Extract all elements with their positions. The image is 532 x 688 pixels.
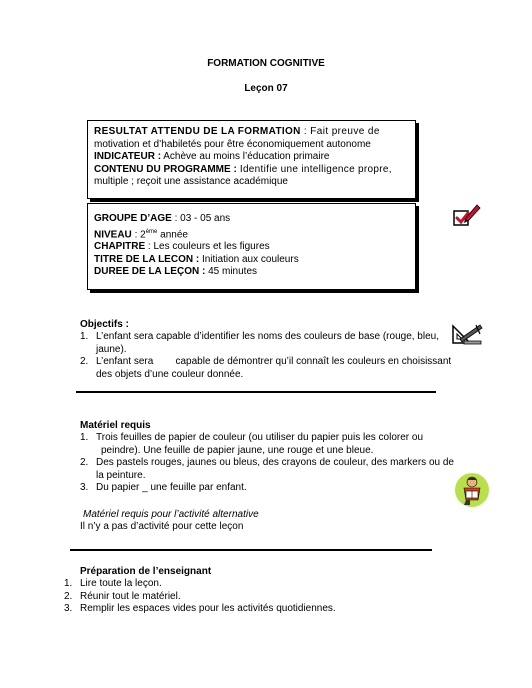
contenu-line-1 [94,164,415,177]
list-number: 3. [80,482,89,493]
list-item [80,457,460,482]
list-number: 2. [80,457,89,468]
niveau-text-post: année [157,228,188,240]
contenu-label: CONTENU DU PROGRAMME : [94,163,237,175]
indicateur-text: Achève au moins l’éducation primaire [161,151,330,162]
materiel-title: Matériel requis [80,420,151,431]
resultat-line-1 [94,126,415,139]
duree-label: DUREE DE LA LEÇON : [94,266,206,278]
list-text: Remplir les espaces vides pour les activités quotidiennes. [80,603,336,614]
resultat-text: : Fait preuve de [300,126,380,137]
objectifs-title: Objectifs : [80,319,129,330]
titre-label: TITRE DE LA LECON : [94,253,200,265]
groupe-label: GROUPE D’AGE [94,213,172,224]
list-item [64,578,464,591]
list-item [80,482,460,495]
materiel-list [80,432,460,495]
objectifs-list [80,331,450,381]
divider-2 [70,549,432,551]
document-title: FORMATION COGNITIVE [207,58,325,69]
expected-result-box [87,120,416,199]
niveau-line [94,226,415,242]
list-item [80,356,450,381]
list-text: la peinture. [96,469,146,481]
reading-child-icon [454,472,490,508]
alt-materiel-text: Il n’y a pas d’activité pour cette leçon [80,521,244,532]
list-number: 2. [64,590,73,602]
drafting-tools-icon [450,321,484,347]
list-number: 3. [64,603,73,614]
list-text: des objets d’une couleur donnée. [96,368,244,380]
list-item [80,432,460,457]
duree-line [94,266,415,279]
list-number: 2. [80,356,89,367]
list-item [80,331,450,356]
chapitre-text: : Les couleurs et les figures [145,241,270,253]
list-item [64,603,464,616]
list-number: 1. [80,331,89,342]
list-text: Réunir tout le matériel. [80,590,181,602]
chapitre-line [94,241,415,254]
titre-line [94,254,415,267]
contenu-line-2: multiple ; reçoit une assistance académique [94,176,288,187]
preparation-list [64,578,464,616]
list-text: Du papier _ une feuille par enfant. [96,482,247,493]
resultat-label: RESULTAT ATTENDU DE LA FORMATION [94,126,301,137]
list-number: 1. [64,578,73,589]
groupe-line [94,213,415,226]
indicateur-line [94,151,415,164]
groupe-text: : 03 - 05 ans [171,213,231,224]
niveau-label: NIVEAU [94,228,132,240]
list-number: 1. [80,432,89,443]
divider-1 [76,391,436,393]
preparation-title: Préparation de l’enseignant [80,566,212,577]
checkbox-pencil-icon [451,202,481,230]
contenu-text: Identifie une intelligence propre, [236,163,392,175]
list-text: L’enfant sera capable de démontrer qu’il connaît les couleurs en choisissant [96,356,452,367]
list-text: jaune). [96,343,127,355]
lesson-info-box [87,203,416,290]
list-text: Des pastels rouges, jaunes ou bleus, des crayons de couleur, des markers ou de [96,457,454,468]
list-text: Trois feuilles de papier de couleur (ou utiliser du papier puis les colorer ou [96,432,424,443]
titre-text: Initiation aux couleurs [199,253,299,265]
lesson-number: Leçon 07 [244,83,288,94]
niveau-text: : 2 [131,228,146,240]
list-text: Lire toute la leçon. [80,578,162,589]
alt-materiel-title: Matériel requis pour l’activité alternative [83,509,259,520]
list-text: peindre). Une feuille de papier jaune, une rouge et une bleue. [101,444,374,456]
niveau-sup: ème [145,228,158,235]
duree-text: 45 minutes [205,266,258,278]
resultat-line-2: motivation et d’habiletés pour être économiquement autonome [94,138,371,150]
list-text: L’enfant sera capable d’identifier les noms des couleurs de base (rouge, bleu, [96,331,439,342]
list-item [64,591,464,604]
indicateur-label: INDICATEUR : [94,151,162,162]
chapitre-label: CHAPITRE [94,241,146,253]
